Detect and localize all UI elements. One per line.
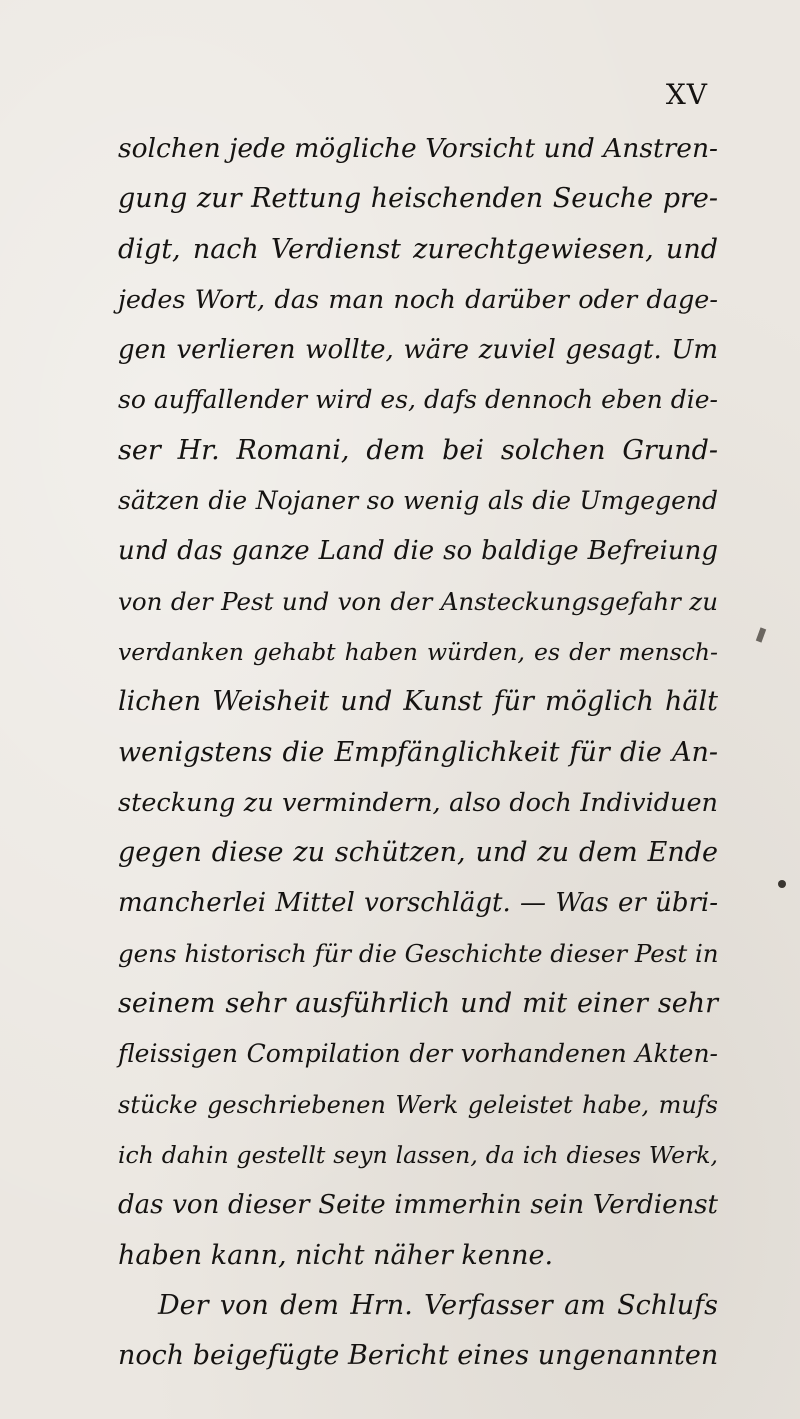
- text-line: so auffallender wird es, dafs dennoch eben die-: [118, 385, 718, 415]
- text-line: von der Pest und von der Ansteckungsgefahr zu: [118, 586, 718, 616]
- text-line: ser Hr. Romani, dem bei solchen Grund-: [118, 434, 718, 466]
- text-line: steckung zu vermindern, also doch Individuen: [118, 787, 718, 818]
- text-line: mancherlei Mittel vorschlägt. — Was er übri-: [118, 888, 718, 919]
- text-line: gen verlieren wollte, wäre zuviel gesagt. Um: [118, 335, 718, 366]
- text-line: noch beigefügte Bericht eines ungenannten: [118, 1340, 719, 1372]
- text-line: gung zur Rettung heischenden Seuche pre-: [118, 183, 718, 215]
- margin-speck: [778, 880, 786, 888]
- text-line: lichen Weisheit und Kunst für möglich hält: [118, 686, 718, 718]
- text-line: Der von dem Hrn. Verfasser am Schlufs: [158, 1289, 718, 1321]
- text-line: verdanken gehabt haben würden, es der mensch-: [118, 637, 718, 666]
- text-line: digt, nach Verdienst zurechtgewiesen, und: [118, 233, 718, 265]
- text-line: stücke geschriebenen Werk geleistet habe, mufs: [118, 1090, 718, 1119]
- text-line: seinem sehr ausführlich und mit einer sehr: [118, 988, 718, 1020]
- text-line: wenigstens die Empfänglichkeit für die An-: [118, 736, 718, 768]
- text-line: haben kann, nicht näher kenne.: [118, 1239, 554, 1271]
- margin-speck: [756, 627, 766, 642]
- page-number: XV: [665, 78, 708, 111]
- text-line: sätzen die Nojaner so wenig als die Umgegend: [118, 486, 718, 516]
- text-line: gens historisch für die Geschichte dieser Pest in: [118, 938, 719, 968]
- text-line: solchen jede mögliche Vorsicht und Anstren-: [118, 133, 718, 164]
- text-line: ich dahin gestellt seyn lassen, da ich dieses Werk,: [118, 1140, 718, 1169]
- text-line: und das ganze Land die so baldige Befreiung: [118, 536, 718, 567]
- body-text: [118, 124, 718, 1381]
- text-line: das von dieser Seite immerhin sein Verdienst: [118, 1190, 718, 1221]
- text-line: gegen diese zu schützen, und zu dem Ende: [118, 837, 718, 869]
- text-line: fleissigen Compilation der vorhandenen Akten-: [118, 1039, 718, 1069]
- text-line: jedes Wort, das man noch darüber oder dage-: [118, 284, 718, 315]
